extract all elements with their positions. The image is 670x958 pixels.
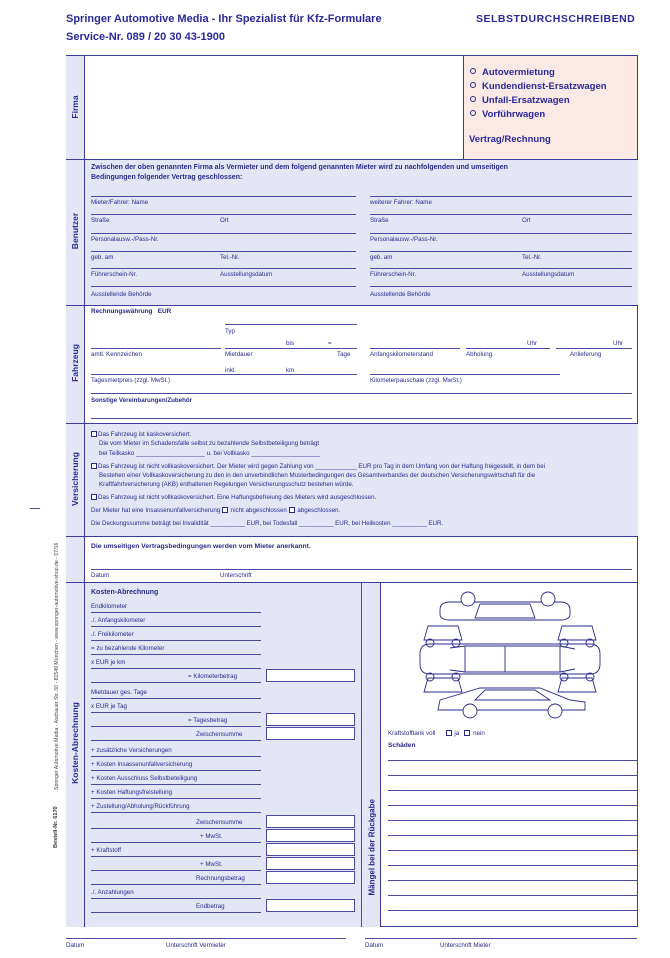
label-anlieferung: Anlieferung [570,351,602,358]
kosten-row-line [91,682,261,683]
footer-datum1: Datum [66,942,85,949]
chk-nicht[interactable] [222,507,228,513]
benutzer-intro2: Bedingungen folgender Vertrag geschlossen: [91,174,243,181]
kosten-row-label: Mietdauer ges. Tage [91,689,147,696]
option-autovermietung[interactable] [470,67,555,78]
kosten-row-line [91,784,261,785]
ins-text-sb2: bei Teilkasko ____________________ u. bei Vollkasko ____________________ [99,450,321,457]
kosten-row-line [91,740,261,741]
kosten-row-label: + Kosten Haftungsfreistellung [91,789,173,796]
contract-label: Vertrag/Rechnung [469,134,551,145]
kosten-row-line [91,712,261,713]
kosten-row-label: + Kosten Ausschluss Selbstbeteiligung [91,775,198,782]
footer-sig-vermieter-line[interactable] [66,938,346,939]
kosten-amount-field[interactable] [266,829,355,842]
schaeden-line[interactable] [388,910,638,911]
schaeden-line[interactable] [388,835,638,836]
kosten-amount-field[interactable] [266,899,355,912]
schaeden-line[interactable] [388,880,638,881]
label-tel: Tel.-Nr. [220,254,240,261]
field-ausweis2[interactable] [370,251,632,252]
field-tagesmiet[interactable] [91,374,357,375]
option-label: Kundendienst-Ersatzwagen [482,81,607,92]
label-tel2: Tel.-Nr. [522,254,542,261]
umseitig-sidebar [66,537,85,582]
field-strasse2[interactable] [370,233,632,234]
label-strasse2: Straße [370,217,389,224]
label-uhr2: Uhr [613,340,623,347]
option-label: Autovermietung [482,67,555,78]
field-fahrer2[interactable] [370,214,632,215]
kosten-row-label: + Zustellung/Abholung/Rückführung [91,803,190,810]
label-abholung: Abholung [466,351,493,358]
schaeden-line[interactable] [388,790,638,791]
label-umseitig-datum: Datum [91,572,110,579]
field-kmpausch[interactable] [370,374,560,375]
label-fs2: Führerschein-Nr. [370,271,417,278]
kosten-row-line [91,756,261,757]
kosten-row-line [91,798,261,799]
kosten-row-line [91,812,261,813]
field-anfangskm[interactable] [370,348,460,349]
kosten-row-line [91,870,261,871]
label-fahrer2: weiterer Fahrer: Name [370,199,432,206]
option-unfall[interactable] [470,95,570,106]
radio-icon [470,110,476,116]
schaeden-line[interactable] [388,805,638,806]
chk-tank-ja[interactable] [446,730,452,736]
kosten-amount-field[interactable] [266,857,355,870]
label-fs: Führerschein-Nr. [91,271,138,278]
footer-sig-vermieter: Unterschrift Vermieter [166,942,226,949]
kosten-amount-field[interactable] [266,713,355,726]
label-ausst: Ausstellungsdatum [220,271,273,278]
kosten-row-label: Zwischensumme [196,731,243,738]
kosten-row-line [91,898,261,899]
kosten-row-line [91,770,261,771]
label-anfangskm: Anfangskilometerstand [370,351,433,358]
label-km: km [286,367,295,374]
schaeden-line[interactable] [388,850,638,851]
kosten-amount-field[interactable] [266,727,355,740]
kosten-label: Kosten-Abrechnung [70,702,80,784]
kosten-row-label: ./. Freikilometer [91,631,134,638]
field-fs2[interactable] [370,286,632,287]
ins-text-6: Kraftfahrtversicherung (AKB) enthaltenen Regelungen Versicherungsschutz bestehen würde. [99,481,354,488]
publisher-info: Springer Automotive Media - Aschauer Str. 30 - 81549 München - www.springer-automotive-shop.de - 07/16 [54,542,60,790]
kosten-row-label: = Tagesbetrag [188,717,228,724]
schaeden-line[interactable] [388,895,638,896]
label-ort: Ort [220,217,229,224]
field-fs[interactable] [91,286,356,287]
maengel-label: Mängel bei der Rückgabe [367,799,377,896]
kosten-row-line [91,668,261,669]
kosten-row-line [91,842,261,843]
kosten-row-line [91,856,261,857]
ins-text-sb: Die vom Mieter im Schadensfalle selbst zu bezahlende Selbstbeteiligung beträgt [99,440,320,447]
kosten-row-line [91,884,261,885]
field-geb2[interactable] [370,268,632,269]
ins-insassen: Der Mieter hat eine Insassenunfallversicherung nicht abgeschlossen abgeschlossen. [91,507,341,514]
label-uhr1: Uhr [527,340,537,347]
field-geb[interactable] [91,268,356,269]
label-kmpausch: Kilometerpauschale (zzgl. MwSt.) [370,377,462,384]
label-kennzeichen: amtl. Kennzeichen [91,351,142,358]
fahrzeug-label: Fahrzeug [70,344,80,382]
schaeden-line[interactable] [388,760,638,761]
label-tage: Tage [337,351,351,358]
kosten-row-label: x EUR je km [91,659,126,666]
field-sonstige[interactable] [91,418,632,419]
chk-tank-nein[interactable] [464,730,470,736]
ins-deckung: Die Deckungssumme beträgt bei Invalidität __________ EUR, bei Todesfall __________ EUR, bei Heilkosten __________ EUR. [91,520,444,527]
car-diagram-icon [410,588,610,720]
kosten-title: Kosten-Abrechnung [91,589,159,596]
field-strasse[interactable] [91,233,356,234]
field-mietdauer[interactable] [225,348,357,349]
ins-option-nicht[interactable]: Das Fahrzeug ist nicht vollkaskoversichert. Eine Haftungsbefreiung des Mieters wird ausgeschlossen. [91,494,376,501]
label-geb2: geb. am [370,254,393,261]
kosten-amount-field[interactable] [266,871,355,884]
schaeden-line[interactable] [388,820,638,821]
kosten-row-label: = zu bezahlende Kilometer [91,645,165,652]
label-geb: geb. am [91,254,114,261]
kosten-amount-field[interactable] [266,669,355,682]
field-mieter[interactable] [91,214,356,215]
header-badge: SELBSTDURCHSCHREIBEND [476,13,636,25]
kosten-row-line [91,828,261,829]
label-ausst2: Ausstellungsdatum [522,271,575,278]
field-kennzeichen[interactable] [91,348,221,349]
field-ausweis[interactable] [91,251,356,252]
kosten-row-label: Zwischensumme [196,819,243,826]
label-strasse: Straße [91,217,110,224]
field-abholung[interactable] [466,348,550,349]
chk-abgeschl[interactable] [289,507,295,513]
kosten-row-label: Endkilometer [91,603,128,610]
kosten-row-line [91,698,261,699]
label-tagesmiet: Tagesmietpreis (zzgl. MwSt.) [91,377,171,384]
kosten-row-label: ./. Anfangskilometer [91,617,146,624]
header-service-number: Service-Nr. 089 / 20 30 43-1900 [66,31,226,43]
umseitig-text: Die umseitigen Vertragsbedingungen werden vom Mieter anerkannt. [91,543,311,550]
option-kundendienst[interactable] [470,81,607,92]
kosten-amount-field[interactable] [266,815,355,828]
firma-label: Firma [70,95,80,119]
firma-input[interactable] [85,56,464,159]
radio-icon [470,96,476,102]
label-sonstige: Sonstige Vereinbarungen/Zubehör [91,397,193,404]
field-umseitig-signature[interactable] [91,569,632,570]
label-mietdauer: Mietdauer [225,351,253,358]
footer-sig-mieter: Unterschrift Mieter [440,942,491,949]
field-anlieferung[interactable] [556,348,632,349]
label-behoerde2: Ausstellende Behörde [370,291,431,298]
label-ausweis: Personalausw.-/Pass-Nr. [91,236,159,243]
label-bis: bis [286,340,294,347]
radio-icon [470,68,476,74]
kosten-row-label: + Kosten Insassenunfallversicherung [91,761,193,768]
kosten-row-label: + MwSt. [200,861,223,868]
fahrzeug-section [66,305,638,423]
label-typ: Typ [225,328,235,335]
schaeden-label: Schäden [388,742,416,749]
label-umseitig-unterschrift: Unterschrift [220,572,252,579]
kosten-row-label: Rechnungsbetrag [196,875,245,882]
schaeden-line[interactable] [388,775,638,776]
schaeden-line[interactable] [388,865,638,866]
benutzer-label: Benutzer [70,212,80,250]
kosten-row-line [91,626,261,627]
kosten-row-line [91,726,261,727]
header-title: Springer Automotive Media - Ihr Spezialist für Kfz-Formulare [66,13,382,25]
ins-option-freistellung[interactable]: Das Fahrzeug ist nicht vollkaskoversichert. Der Mieter wird gegen Zahlung von ____________ EUR pro Tag in dem Umfang von der Haftung freigestellt, in dem bei [91,463,545,470]
option-label: Unfall-Ersatzwagen [482,95,570,106]
label-ausweis2: Personalausw.-/Pass-Nr. [370,236,438,243]
ins-text-5: Bestehen einer Vollkaskoversicherung zu den in den unverbindlichen Musterbedingungen des Gesamtverbandes der deutschen Versicherungswirtschaft für die [99,472,536,479]
label-inkl: inkl. [225,367,237,374]
fold-mark [30,508,40,509]
label-eq: = [328,340,332,347]
kosten-amount-field[interactable] [266,843,355,856]
tank-row: Kraftstofftank voll ja nein [388,730,485,737]
kosten-row-label: ./. Anzahlungen [91,889,134,896]
radio-icon [470,82,476,88]
footer-datum2: Datum [365,942,384,949]
kosten-row-label: + Kraftstoff [91,847,121,854]
order-number: Bestell-Nr. 6170 [53,806,59,848]
kosten-row-line [91,654,261,655]
kosten-row-label: + zusätzliche Versicherungen [91,747,172,754]
kosten-row-label: Endbetrag [196,903,225,910]
kosten-row-line [91,640,261,641]
benutzer-intro: Zwischen der oben genannten Firma als Vermieter und dem folgend genannten Mieter wird zu nachfolgenden und umseitigen [91,164,508,171]
label-mieter: Mieter/Fahrer: Name [91,199,149,206]
versicherung-label: Versicherung [70,452,80,506]
label-ort2: Ort [522,217,531,224]
kosten-row-line [91,612,261,613]
option-vorfuehr[interactable] [470,109,545,120]
footer-sig-mieter-line[interactable] [365,938,637,939]
option-label: Vorführwagen [482,109,546,120]
kosten-row-label: = Kilometerbetrag [188,673,238,680]
ins-option-kasko[interactable]: Das Fahrzeug ist kaskoversichert. [91,431,191,438]
kosten-row-line [91,912,261,913]
kosten-row-label: + MwSt. [200,833,223,840]
label-behoerde: Ausstellende Behörde [91,291,152,298]
kosten-row-label: x EUR je Tag [91,703,127,710]
label-waehrung: Rechnungswährung EUR [91,308,172,315]
